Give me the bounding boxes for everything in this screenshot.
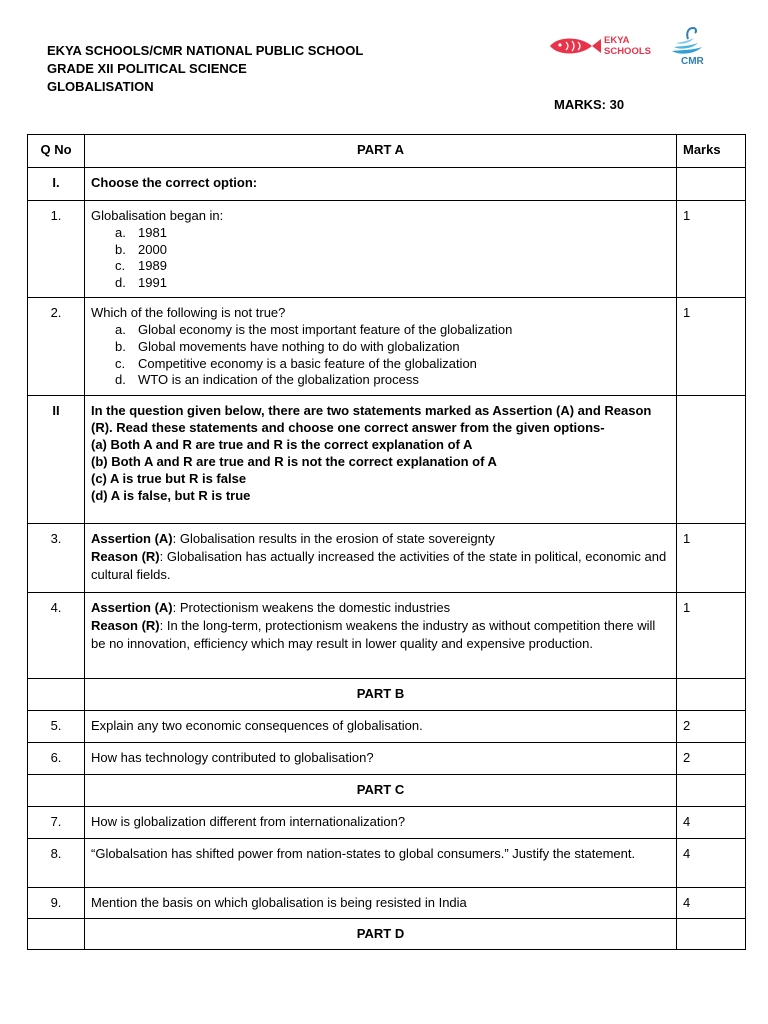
total-marks: MARKS: 30 (554, 97, 625, 112)
ekya-logo-text: EKYA SCHOOLS (604, 35, 651, 57)
ekya-logo (546, 33, 656, 63)
part-b-header: PART B (85, 678, 677, 710)
question-number: 9. (28, 887, 85, 918)
part-row (28, 678, 746, 710)
question-marks: 2 (677, 742, 746, 774)
question-marks: 1 (677, 201, 746, 298)
question-number: 5. (28, 710, 85, 742)
table-row (28, 201, 746, 298)
reason-text: : In the long-term, protectionism weakens the industry as without competition there will be no innovation, efficiency which may result in lower quality and expensive production. (91, 617, 656, 651)
assertion-text: : Protectionism weakens the domestic industries (172, 599, 451, 615)
fish-icon (546, 33, 602, 59)
question-table (27, 134, 746, 950)
assertion-text: : Globalisation results in the erosion of state sovereignty (172, 530, 495, 546)
table-row (28, 838, 746, 887)
question-marks: 1 (677, 523, 746, 592)
question-text: “Globalsation has shifted power from nation-states to global consumers.” Justify the statement. (85, 838, 677, 887)
grade-subject: GRADE XII POLITICAL SCIENCE (47, 61, 247, 76)
question-marks: 4 (677, 838, 746, 887)
list-item: c. Competitive economy is a basic feature of the globalization (115, 355, 477, 371)
topic-title: GLOBALISATION (47, 79, 154, 94)
swan-icon (664, 25, 708, 57)
table-row (28, 806, 746, 838)
school-name: EKYA SCHOOLS/CMR NATIONAL PUBLIC SCHOOL (47, 43, 364, 58)
part-a-header: PART A (85, 135, 677, 168)
list-item: d. 1991 (115, 274, 167, 290)
part-c-header: PART C (85, 774, 677, 806)
question-text: How is globalization different from internationalization? (85, 806, 677, 838)
part-d-header: PART D (85, 918, 677, 949)
assertion-label: Assertion (A) (91, 599, 173, 615)
table-row (28, 298, 746, 395)
question-number: 3. (28, 523, 85, 592)
assertion-instructions: In the question given below, there are two statements marked as Assertion (A) and Reason (R). Read these statements and choose one correct answer from the given options- (a) Both A and R are true and R is the correct explanation of A (b) Both A and R are true and R is not the correct explanation of A (c) A is true but R is false (d) A is false, but R is true (85, 395, 677, 523)
qno-header: Q No (28, 135, 85, 168)
list-item: a. 1981 (115, 225, 167, 240)
table-row (28, 710, 746, 742)
table-row (28, 742, 746, 774)
question-number: 4. (28, 592, 85, 678)
list-item: b. Global movements have nothing to do with globalization (115, 338, 460, 354)
question-cell (85, 592, 677, 678)
question-marks: 4 (677, 887, 746, 918)
table-row (28, 592, 746, 678)
list-item: b. 2000 (115, 241, 167, 257)
question-text: How has technology contributed to globalisation? (85, 742, 677, 774)
question-text: Which of the following is not true? (91, 305, 286, 321)
section-number: I. (28, 168, 85, 201)
question-marks: 4 (677, 806, 746, 838)
marks-header: Marks (677, 135, 746, 168)
list-item: (b) Both A and R are true and R is not the correct explanation of A (91, 453, 497, 469)
reason-text: : Globalisation has actually increased the activities of the state in political, economic and cultural fields. (91, 548, 667, 582)
part-row (28, 774, 746, 806)
reason-label: Reason (R) (91, 548, 160, 564)
section-number: II (28, 395, 85, 523)
question-number: 1. (28, 201, 85, 298)
assertion-label: Assertion (A) (91, 530, 173, 546)
list-item: d. WTO is an indication of the globalization process (115, 372, 419, 388)
table-row (28, 887, 746, 918)
question-text: Globalisation began in: (91, 208, 224, 223)
options-list (91, 225, 670, 291)
options-list (91, 322, 670, 388)
list-item: a. Global economy is the most important feature of the globalization (115, 322, 513, 338)
question-marks: 1 (677, 298, 746, 395)
question-marks: 1 (677, 592, 746, 678)
table-header-row (28, 135, 746, 168)
list-item: (d) A is false, but R is true (91, 487, 251, 503)
table-row (28, 523, 746, 592)
list-item: (c) A is true but R is false (91, 470, 247, 486)
question-text: Mention the basis on which globalisation is being resisted in India (85, 887, 677, 918)
cmr-logo-text: CMR (681, 56, 704, 67)
section-row (28, 168, 746, 201)
question-cell (85, 298, 677, 395)
question-number: 8. (28, 838, 85, 887)
question-cell (85, 523, 677, 592)
part-row (28, 918, 746, 949)
question-cell (85, 201, 677, 298)
document-header (47, 42, 363, 96)
question-number: 2. (28, 298, 85, 395)
question-text: Explain any two economic consequences of globalisation. (85, 710, 677, 742)
list-item: (a) Both A and R are true and R is the correct explanation of A (91, 436, 473, 452)
question-marks: 2 (677, 710, 746, 742)
question-number: 7. (28, 806, 85, 838)
reason-label: Reason (R) (91, 617, 160, 633)
section-title: Choose the correct option: (85, 168, 677, 201)
section-row (28, 395, 746, 523)
list-item: c. 1989 (115, 258, 167, 274)
cmr-logo (664, 25, 708, 69)
question-number: 6. (28, 742, 85, 774)
